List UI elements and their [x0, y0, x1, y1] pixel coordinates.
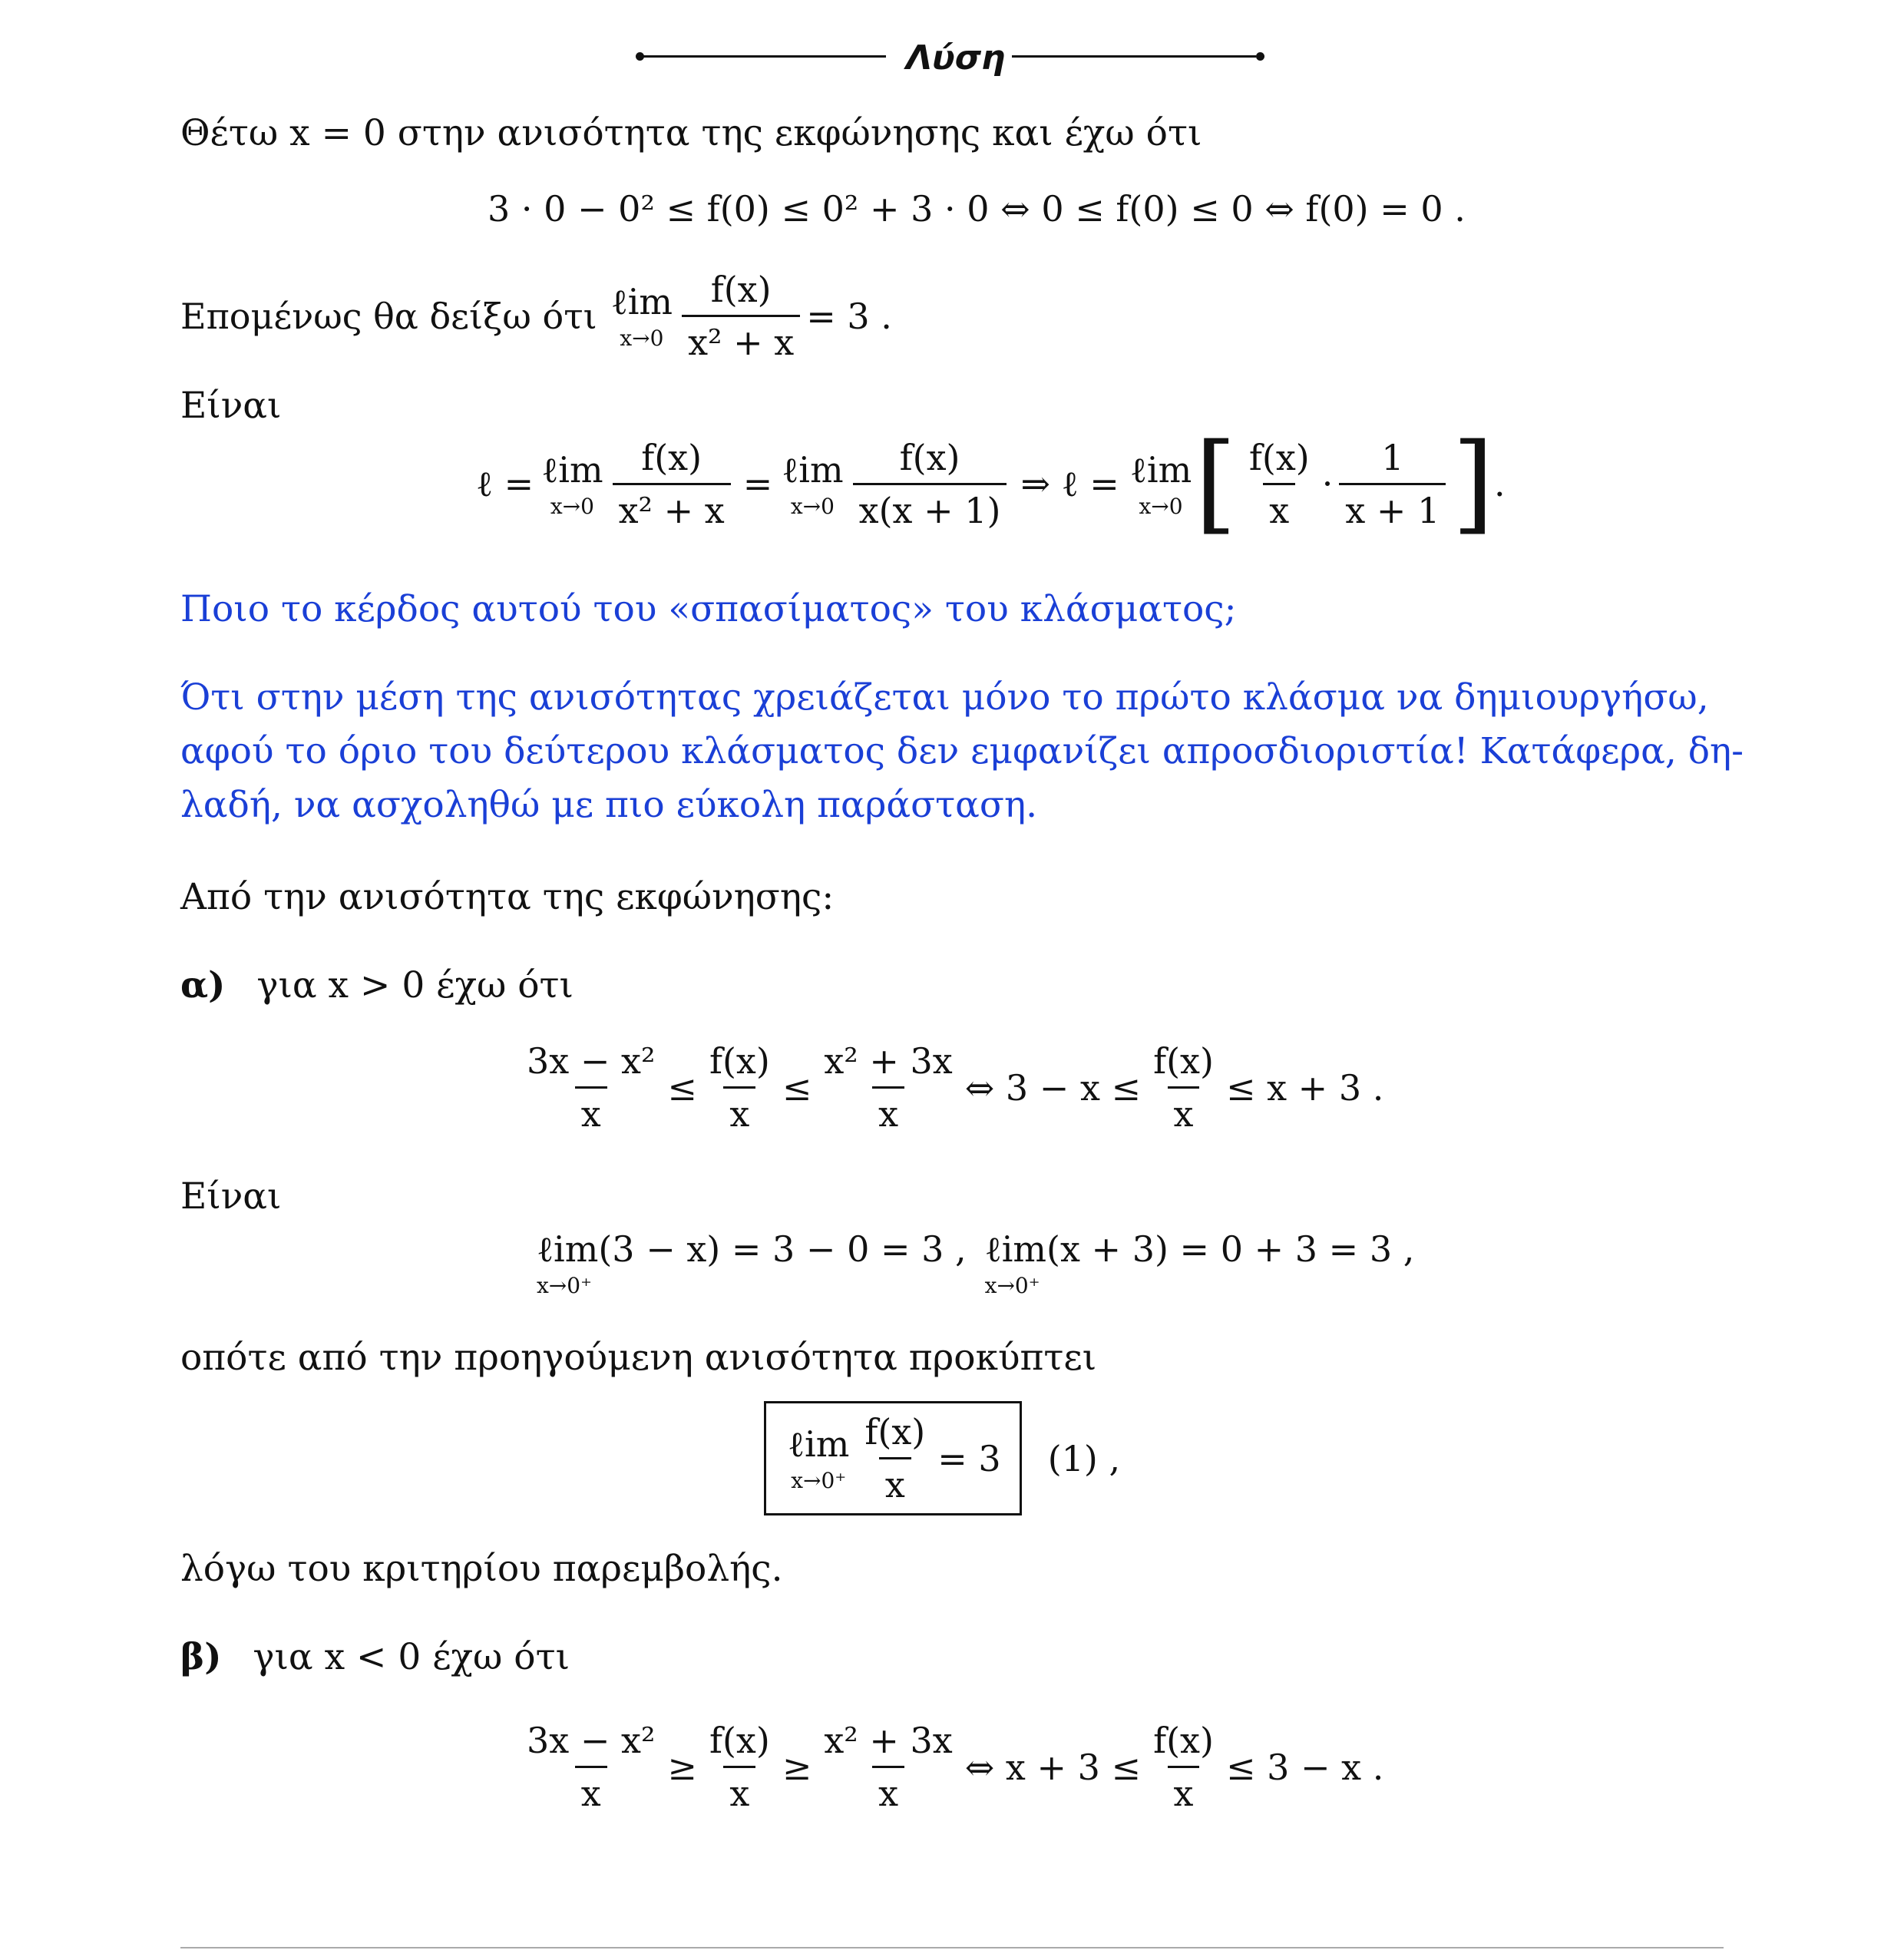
- denominator: x² + x: [613, 483, 731, 531]
- equivalence-mid: ⇔ x + 3 ≤: [964, 1746, 1142, 1788]
- blue-question: Ποιο το κέρδος αυτού του «σπασίματος» του κλάσματος;: [180, 588, 1237, 630]
- equation-2: [476, 421, 1506, 546]
- fraction: [521, 1720, 661, 1814]
- paragraph-2-text: Επομένως θα δείξω ότι: [180, 295, 597, 337]
- lim-label: ℓim: [788, 1423, 850, 1465]
- lim-subscript: x→0⁺: [791, 1468, 847, 1493]
- boxed-result: [764, 1401, 1120, 1515]
- denominator: x² + x: [682, 315, 800, 363]
- le-sign: ≤: [667, 1066, 697, 1109]
- heading-rule-left: [640, 55, 886, 58]
- denominator: x: [723, 1766, 755, 1814]
- lim-label: ℓim: [1129, 448, 1192, 491]
- lim-label: ℓim: [782, 448, 844, 491]
- numerator: f(x): [709, 1720, 770, 1761]
- lim-label: ℓim: [541, 448, 603, 491]
- fraction: [703, 1040, 776, 1135]
- denominator: x: [1168, 1086, 1200, 1135]
- period: .: [1493, 463, 1506, 504]
- denominator: x + 1: [1339, 483, 1446, 531]
- ell-equals: ℓ =: [476, 463, 534, 504]
- numerator: 3x − x²: [527, 1720, 656, 1761]
- cdot: ·: [1321, 463, 1334, 504]
- blue-answer-line-2: αφού το όριο του δεύτερου κλάσματος δεν εμφανίζει απροσδιοριστία! Κατάφερα, δη-: [180, 730, 1744, 772]
- fraction: [1147, 1720, 1220, 1814]
- paragraph-2: [180, 269, 892, 363]
- limits-line: [534, 1228, 1417, 1298]
- case-beta-label: β): [180, 1636, 222, 1678]
- boxed-equals: = 3: [937, 1437, 1001, 1479]
- numerator: f(x): [1153, 1040, 1214, 1082]
- equivalence-mid: ⇔ 3 − x ≤: [964, 1066, 1142, 1109]
- denominator: x: [1168, 1766, 1200, 1814]
- equation-number: (1) ,: [1047, 1437, 1121, 1479]
- case-alpha-label: α): [180, 964, 226, 1006]
- footer-rule: [180, 1947, 1724, 1948]
- ge-sign: ≥: [667, 1746, 697, 1788]
- numerator: f(x): [1248, 436, 1310, 478]
- fraction: [703, 1720, 776, 1814]
- equation-1-text: 3 · 0 − 0² ≤ f(0) ≤ 0² + 3 · 0 ⇔ 0 ≤ f(0) ≤ 0 ⇔ f(0) = 0 .: [488, 188, 1466, 230]
- denominator: x: [575, 1766, 607, 1814]
- equation-beta: [514, 1720, 1383, 1814]
- equivalence-end: ≤ 3 − x .: [1225, 1746, 1384, 1788]
- left-bracket: [: [1195, 421, 1237, 546]
- denominator: x: [575, 1086, 607, 1135]
- lim-subscript: x→0⁺: [537, 1273, 592, 1298]
- limit-b-text: ℓim(x + 3) = 0 + 3 = 3 ,: [984, 1228, 1415, 1270]
- lim-label: ℓim: [610, 281, 673, 322]
- numerator: f(x): [710, 269, 772, 310]
- case-beta: [180, 1636, 570, 1678]
- fraction: [682, 269, 800, 363]
- denominator: x: [879, 1457, 911, 1506]
- case-alpha-text: για x > 0 έχω ότι: [256, 964, 574, 1006]
- fraction: [858, 1411, 931, 1506]
- limit-operator: [611, 281, 673, 351]
- lim-subscript: x→0: [550, 493, 594, 519]
- case-alpha: [180, 964, 574, 1006]
- equals-sign: =: [742, 463, 773, 504]
- equivalence-end: ≤ x + 3 .: [1225, 1066, 1384, 1109]
- denominator: x: [723, 1086, 755, 1135]
- fraction: [613, 437, 731, 531]
- denominator: x: [1263, 483, 1295, 531]
- fraction: [853, 437, 1007, 531]
- limit-a-text: ℓim(3 − x) = 3 − 0 = 3 ,: [537, 1228, 967, 1270]
- paragraph-5: λόγω του κριτηρίου παρεμβολής.: [180, 1548, 783, 1590]
- lim-subscript: x→0⁺: [984, 1273, 1040, 1298]
- fraction: [521, 1040, 661, 1135]
- heading-dot-right: [1256, 52, 1264, 61]
- label-einai-1: Είναι: [180, 385, 282, 427]
- paragraph-1: Θέτω x = 0 στην ανισότητα της εκφώνησης και έχω ότι: [180, 112, 1202, 154]
- implies-ell: ⇒ ℓ =: [1020, 463, 1119, 504]
- lim-subscript: x→0: [1139, 493, 1183, 519]
- numerator: f(x): [709, 1040, 770, 1082]
- denominator: x(x + 1): [853, 483, 1007, 531]
- blue-answer-line-3: λαδή, να ασχοληθώ με πιο εύκολη παράσταση.: [180, 784, 1038, 826]
- numerator: 1: [1381, 436, 1404, 478]
- paragraph-3: Από την ανισότητα της εκφώνησης:: [180, 876, 835, 918]
- limit-operator: [788, 1423, 849, 1493]
- blue-answer-line-1: Ότι στην μέση της ανισότητας χρειάζεται μόνο το πρώτο κλάσμα να δημιουργήσω,: [180, 676, 1709, 719]
- limit-operator: [782, 449, 843, 519]
- limit-operator: [541, 449, 603, 519]
- ge-sign: ≥: [782, 1746, 812, 1788]
- numerator: f(x): [1153, 1720, 1214, 1761]
- equation-alpha: [514, 1040, 1383, 1135]
- fraction: [1339, 437, 1446, 531]
- fraction: [818, 1040, 958, 1135]
- numerator: 3x − x²: [527, 1040, 656, 1082]
- paragraph-4: οπότε από την προηγούμενη ανισότητα προκύπτει: [180, 1337, 1097, 1379]
- numerator: f(x): [864, 1411, 926, 1453]
- denominator: x: [872, 1766, 904, 1814]
- label-einai-2: Είναι: [180, 1175, 282, 1218]
- case-beta-text: για x < 0 έχω ότι: [253, 1636, 570, 1678]
- heading-rule-right: [1012, 55, 1256, 58]
- equals-three: = 3 .: [806, 295, 892, 337]
- numerator: f(x): [641, 436, 702, 478]
- limit-operator: [1130, 449, 1192, 519]
- fraction: [1147, 1040, 1220, 1135]
- equation-1: [488, 188, 1466, 230]
- numerator: x² + 3x: [824, 1040, 953, 1082]
- section-heading: Λύση: [906, 38, 1006, 78]
- limit-b: [985, 1228, 1415, 1298]
- right-bracket: ]: [1452, 421, 1494, 546]
- lim-subscript: x→0: [620, 326, 664, 351]
- fraction: [1243, 437, 1316, 531]
- result-box: [764, 1401, 1022, 1515]
- limit-a: [537, 1228, 967, 1298]
- denominator: x: [872, 1086, 904, 1135]
- le-sign: ≤: [782, 1066, 812, 1109]
- numerator: x² + 3x: [824, 1720, 953, 1761]
- numerator: f(x): [899, 436, 960, 478]
- fraction: [818, 1720, 958, 1814]
- lim-subscript: x→0: [790, 493, 835, 519]
